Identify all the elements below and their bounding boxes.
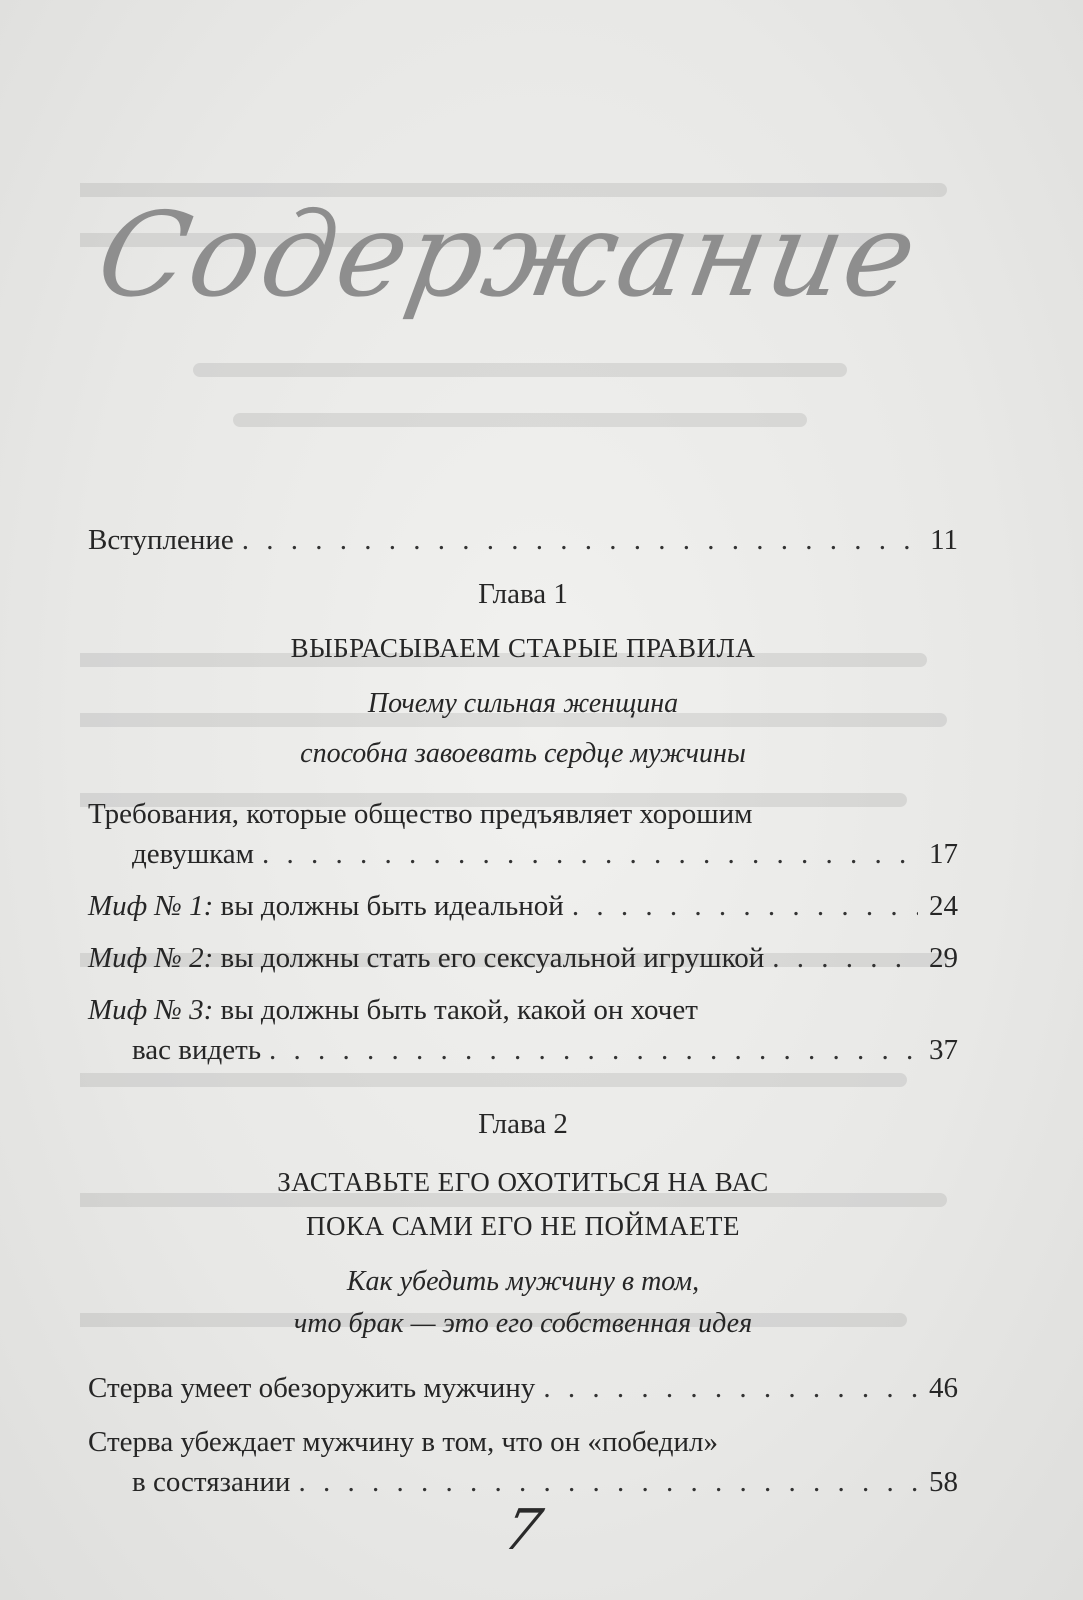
toc-entry[interactable] (88, 794, 958, 874)
chapter-1-subtitle-line1: Почему сильная женщина (367, 688, 679, 719)
chapter-2-subtitle-line1: Как убедить мужчину в том, (346, 1266, 700, 1297)
toc-entry-label: Требования, которые общество предъявляет хорошим (88, 798, 753, 830)
toc-page-number: 11 (930, 524, 958, 556)
toc-entry-label: вы должны стать его сексуальной игрушкой (213, 942, 765, 974)
dot-leader (772, 938, 918, 978)
chapter-2-title-line1: ЗАСТАВЬТЕ ЕГО ОХОТИТЬСЯ НА ВАС (277, 1167, 769, 1197)
chapter-1-number: Глава 1 (478, 578, 568, 610)
dot-leader (262, 834, 918, 874)
toc-page-number: 17 (929, 838, 958, 870)
toc-entry-intro[interactable] (88, 520, 958, 560)
page-number: 7 (498, 1498, 548, 1563)
toc-entry-label: вы должны быть идеальной (213, 890, 564, 922)
chapter-1-title: ВЫБРАСЫВАЕМ СТАРЫЕ ПРАВИЛА (290, 633, 756, 663)
myth-prefix: Миф № 3: (88, 994, 214, 1026)
chapter-1-subtitle-line2: способна завоевать сердце мужчины (300, 738, 746, 769)
toc-page-number: 37 (929, 1034, 958, 1066)
chapter-2-title-line2: ПОКА САМИ ЕГО НЕ ПОЙМАЕТЕ (305, 1211, 741, 1241)
toc-entry-label-cont: девушкам (132, 838, 255, 870)
toc-entry-label-cont: вас видеть (132, 1034, 262, 1066)
dot-leader (298, 1462, 918, 1502)
toc-entry[interactable] (88, 990, 958, 1070)
toc-entry[interactable] (88, 1422, 958, 1502)
toc-entry-label: Стерва умеет обезоружить мужчину (88, 1372, 536, 1404)
toc-page-number: 58 (929, 1466, 958, 1498)
myth-prefix: Миф № 2: (88, 942, 214, 974)
toc-entry-label: Вступление (88, 524, 234, 556)
toc-entry-label: Стерва убеждает мужчину в том, что он «победил» (88, 1426, 718, 1458)
toc-entry-label-cont: в состязании (132, 1466, 291, 1498)
toc-entry[interactable] (88, 1368, 958, 1408)
toc-page-number: 46 (929, 1372, 958, 1404)
page-title: Содержание (88, 188, 928, 323)
toc-page-number: 24 (929, 890, 958, 922)
dot-leader (572, 886, 918, 926)
dot-leader (242, 520, 918, 560)
chapter-2-subtitle-line2: что брак — это его собственная идея (293, 1308, 753, 1339)
dot-leader (543, 1368, 918, 1408)
toc-entry[interactable] (88, 886, 958, 926)
myth-prefix: Миф № 1: (88, 890, 214, 922)
chapter-2-number: Глава 2 (478, 1108, 568, 1140)
toc-entry-label: вы должны быть такой, какой он хочет (213, 994, 698, 1026)
toc-page-number: 29 (929, 942, 958, 974)
toc-entry[interactable] (88, 938, 958, 978)
table-of-contents (88, 520, 958, 1502)
dot-leader (269, 1030, 918, 1070)
